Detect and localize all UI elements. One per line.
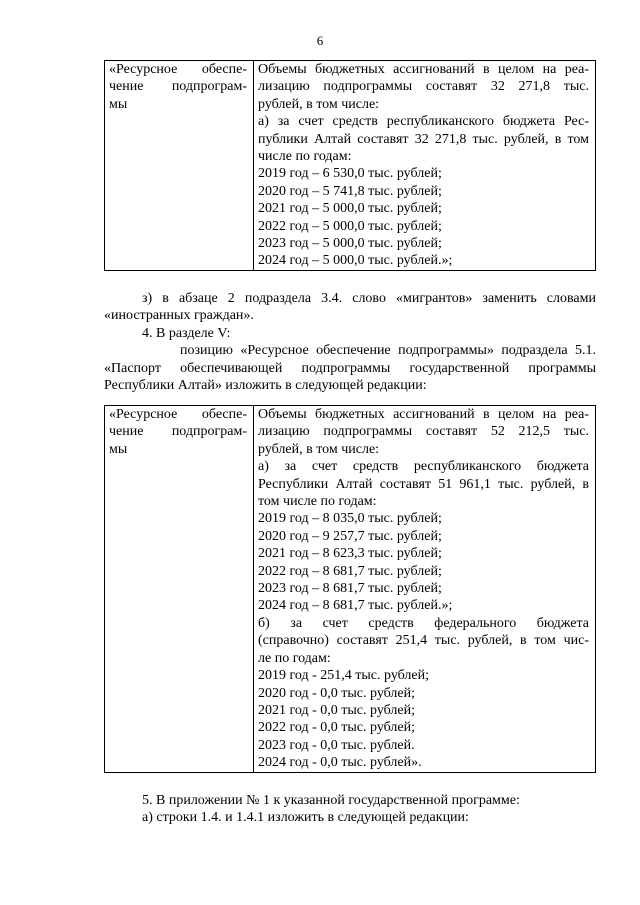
cell-line: а) за счет средств республиканского бюджета Рес- — [258, 114, 589, 130]
cell-line: Объемы бюджетных ассигнований в целом на реа- — [258, 62, 589, 77]
cell-line: 2022 год – 8 681,7 тыс. рублей; — [258, 563, 442, 579]
cell-line: 2020 год – 5 741,8 тыс. рублей; — [258, 183, 442, 199]
cell-line: 2023 год – 5 000,0 тыс. рублей; — [258, 236, 442, 252]
paragraph-line: 5. В приложении № 1 к указанной государственной программе: — [142, 793, 520, 808]
cell-line: числе по годам: — [258, 149, 352, 165]
cell-line: 2020 год - 0,0 тыс. рублей; — [258, 685, 416, 701]
paragraph-position — [104, 342, 596, 394]
cell-line: лизацию подпрограммы составят 52 212,5 тыс. — [258, 424, 589, 440]
cell-line: том числе по годам: — [258, 494, 377, 510]
resource-table-1 — [104, 60, 596, 271]
paragraph-line: а) строки 1.4. и 1.4.1 изложить в следующей редакции: — [142, 810, 469, 826]
cell-line: мы — [109, 441, 128, 457]
resource-table-2 — [104, 405, 596, 773]
cell-line: 2024 год – 8 681,7 тыс. рублей.»; — [258, 598, 453, 614]
cell-line: чение подпрограм- — [109, 424, 247, 440]
paragraph-section-v — [104, 325, 596, 342]
paragraph-line: «Паспорт обеспечивающей подпрограммы государственной программы — [104, 360, 596, 376]
cell-line: 2024 год – 5 000,0 тыс. рублей.»; — [258, 253, 453, 269]
table-cell-content — [254, 61, 596, 271]
cell-line: «Ресурсное обеспе- — [109, 407, 247, 422]
table-cell-content — [254, 406, 596, 773]
cell-line: «Ресурсное обеспе- — [109, 62, 247, 77]
cell-line: 2020 год – 9 257,7 тыс. рублей; — [258, 528, 442, 544]
cell-line: 2021 год - 0,0 тыс. рублей; — [258, 702, 416, 718]
cell-line: 2024 год - 0,0 тыс. рублей». — [258, 755, 422, 771]
cell-line: рублей, в том числе: — [258, 441, 380, 457]
cell-line: Объемы бюджетных ассигнований в целом на реа- — [258, 407, 589, 422]
table-row — [105, 406, 596, 773]
paragraph-line: з) в абзаце 2 подраздела 3.4. слово «мигрантов» заменить словами — [142, 291, 596, 306]
cell-line: ле по годам: — [258, 650, 331, 666]
paragraph-clause-z-cont — [104, 307, 596, 324]
cell-line: 2019 год – 8 035,0 тыс. рублей; — [258, 511, 442, 527]
paragraph-appendix — [104, 792, 596, 809]
paragraph-line: позицию «Ресурсное обеспечение подпрограммы» подраздела 5.1. — [180, 343, 596, 359]
cell-line: Республики Алтай составят 51 961,1 тыс. рублей, в — [258, 476, 589, 492]
paragraph-line: 4. В разделе V: — [142, 325, 231, 341]
cell-line: чение подпрограм- — [109, 79, 247, 95]
paragraph-rows — [104, 809, 596, 826]
table-cell-label — [105, 61, 254, 271]
cell-line: 2023 год - 0,0 тыс. рублей. — [258, 737, 415, 753]
paragraph-line: «иностранных граждан». — [104, 308, 254, 324]
cell-line: (справочно) составят 251,4 тыс. рублей, в том чис- — [258, 633, 589, 649]
cell-line: б) за счет средств федерального бюджета — [258, 615, 589, 631]
cell-line: 2021 год – 8 623,3 тыс. рублей; — [258, 546, 442, 562]
cell-line: 2022 год – 5 000,0 тыс. рублей; — [258, 218, 442, 234]
table-row — [105, 61, 596, 271]
cell-line: рублей, в том числе: — [258, 96, 380, 112]
cell-line: 2019 год - 251,4 тыс. рублей; — [258, 668, 430, 684]
cell-line: мы — [109, 96, 128, 112]
cell-line: 2021 год – 5 000,0 тыс. рублей; — [258, 201, 442, 217]
cell-line: 2019 год – 6 530,0 тыс. рублей; — [258, 166, 442, 182]
cell-line: 2022 год - 0,0 тыс. рублей; — [258, 720, 416, 736]
paragraph-clause-z — [104, 290, 596, 307]
table-cell-label — [105, 406, 254, 773]
page-number: 6 — [316, 33, 324, 48]
cell-line: лизацию подпрограммы составят 32 271,8 тыс. — [258, 79, 589, 95]
cell-line: а) за счет средств республиканского бюджета — [258, 459, 589, 475]
cell-line: публики Алтай составят 32 271,8 тыс. рублей, в том — [258, 131, 589, 147]
cell-line: 2023 год – 8 681,7 тыс. рублей; — [258, 581, 442, 597]
paragraph-line: Республики Алтай» изложить в следующей редакции: — [104, 378, 427, 393]
